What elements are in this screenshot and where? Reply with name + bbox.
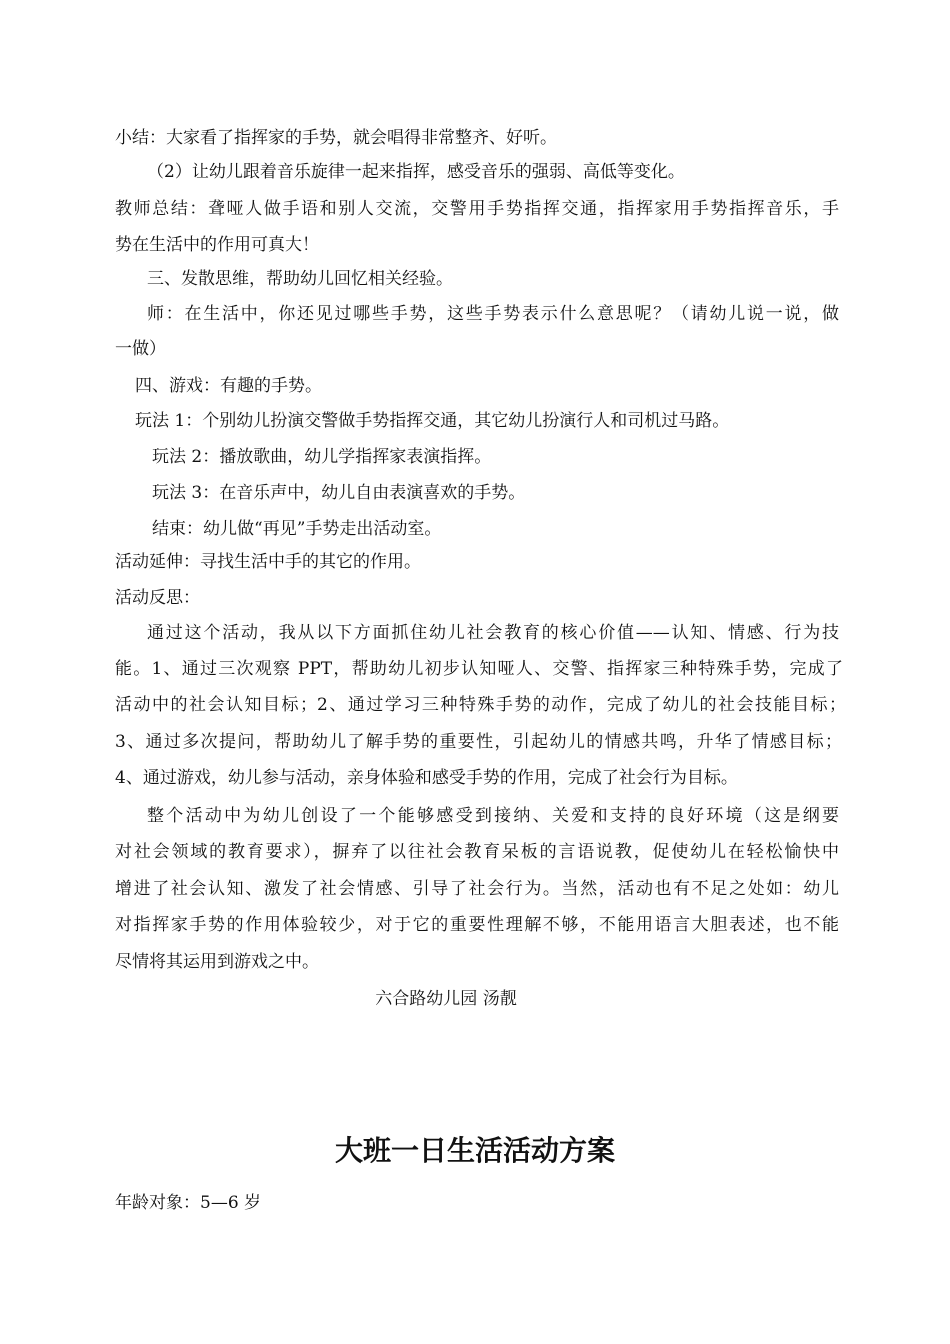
teacher-question-line-2: 一做） — [115, 339, 166, 359]
signature: 六合路幼儿园 汤靓 — [375, 989, 517, 1009]
reflection-heading: 活动反思： — [115, 588, 200, 608]
page-title: 大班一日生活活动方案 — [334, 1134, 615, 1167]
game-rule-3: 玩法 3：在音乐声中，幼儿自由表演喜欢的手势。 — [152, 483, 526, 503]
reflection-paragraph-1-line-2: 能。1、通过三次观察 PPT，帮助幼儿初步认知哑人、交警、指挥家三种特殊手势，完成了 — [115, 659, 843, 679]
reflection-paragraph-2-line-1: 整个活动中为幼儿创设了一个能够感受到接纳、关爱和支持的良好环境（这是纲要 — [147, 806, 839, 826]
teacher-question-line-1: 师：在生活中，你还见过哪些手势，这些手势表示什么意思呢？（请幼儿说一说，做 — [147, 304, 839, 324]
summary-line: 小结：大家看了指挥家的手势，就会唱得非常整齐、好听。 — [115, 128, 557, 148]
teacher-summary-line-1: 教师总结：聋哑人做手语和别人交流，交警用手势指挥交通，指挥家用手势指挥音乐，手 — [115, 199, 839, 219]
age-target-line: 年龄对象：5—6 岁 — [115, 1193, 262, 1213]
reflection-paragraph-1-line-5: 4、通过游戏，幼儿参与活动，亲身体验和感受手势的作用，完成了社会行为目标。 — [115, 768, 738, 788]
teacher-summary-line-2: 势在生活中的作用可真大！ — [115, 235, 319, 255]
reflection-paragraph-2-line-4: 对指挥家手势的作用体验较少，对于它的重要性理解不够，不能用语言大胆表述，也不能 — [115, 915, 839, 935]
section-four-heading: 四、游戏：有趣的手势。 — [135, 376, 322, 396]
activity-extension-line: 活动延伸：寻找生活中手的其它的作用。 — [115, 552, 421, 572]
reflection-paragraph-2-line-3: 增进了社会认知、激发了社会情感、引导了社会行为。当然，活动也有不足之处如：幼儿 — [115, 879, 839, 899]
reflection-paragraph-1-line-1: 通过这个活动，我从以下方面抓住幼儿社会教育的核心价值——认知、情感、行为技 — [147, 623, 839, 643]
game-rule-1: 玩法 1：个别幼儿扮演交警做手势指挥交通，其它幼儿扮演行人和司机过马路。 — [135, 411, 730, 431]
ending-line: 结束：幼儿做“再见”手势走出活动室。 — [152, 519, 442, 539]
reflection-paragraph-1-line-3: 活动中的社会认知目标；2、通过学习三种特殊手势的动作，完成了幼儿的社会技能目标； — [115, 695, 846, 715]
step-2-line: （2）让幼儿跟着音乐旋律一起来指挥，感受音乐的强弱、高低等变化。 — [147, 162, 685, 182]
reflection-paragraph-2-line-5: 尽情将其运用到游戏之中。 — [115, 952, 319, 972]
reflection-paragraph-2-line-2: 对社会领域的教育要求），摒弃了以往社会教育呆板的言语说教，促使幼儿在轻松愉快中 — [115, 842, 839, 862]
section-three-heading: 三、发散思维，帮助幼儿回忆相关经验。 — [147, 269, 453, 289]
reflection-paragraph-1-line-4: 3、通过多次提问，帮助幼儿了解手势的重要性，引起幼儿的情感共鸣，升华了情感目标； — [115, 732, 842, 752]
game-rule-2: 玩法 2：播放歌曲，幼儿学指挥家表演指挥。 — [152, 447, 492, 467]
